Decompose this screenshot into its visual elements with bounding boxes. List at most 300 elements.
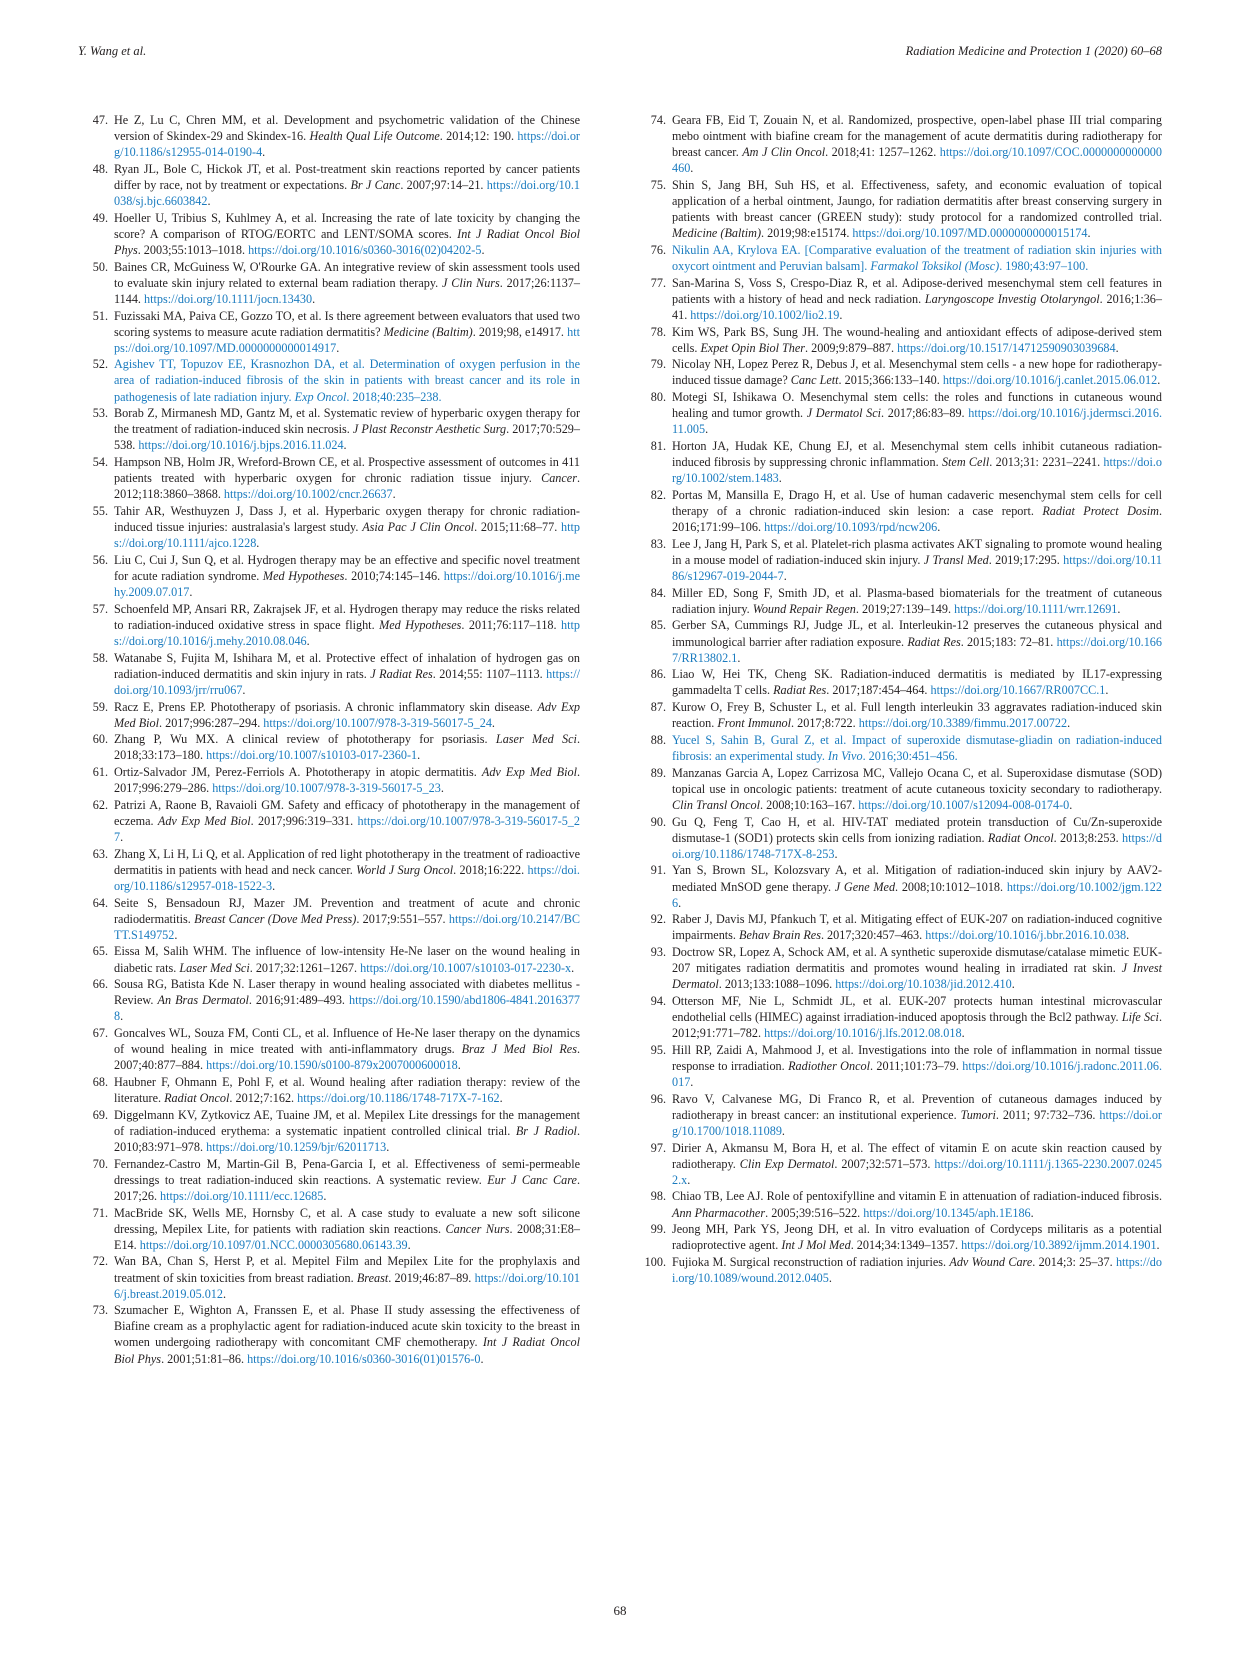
reference-number: 99. — [650, 1222, 666, 1237]
reference-number: 89. — [650, 765, 666, 780]
reference-item — [640, 862, 1162, 910]
reference-end: . — [1157, 373, 1161, 388]
reference-end: . — [737, 650, 741, 665]
reference-journal: Adv Exp Med Biol — [157, 813, 251, 828]
reference-text: Zhang P, Wu MX. A clinical review of phototherapy for psoriasis. — [114, 732, 496, 747]
reference-journal: Front Immunol — [717, 716, 792, 731]
reference-number: 96. — [650, 1091, 666, 1106]
reference-text: Sousa RG, Batista Kde N. Laser therapy in wound healing associated with diabetes mellitus - Review. — [114, 977, 580, 1008]
reference-text: Ryan JL, Bole C, Hickok JT, et al. Post-treatment skin reactions reported by cancer patients differ by race, not by treatment or expectations. — [114, 161, 580, 192]
reference-number: 93. — [650, 945, 666, 960]
doi-link[interactable]: https://doi.org/10.1590/s0100-879x2007000600018 — [206, 1058, 458, 1073]
reference-text[interactable]: Nikulin AA, Krylova EA. [Comparative evaluation of the treatment of radiation skin injuries with oxycort ointment and Peruvian balsam]. — [672, 242, 1162, 274]
doi-link[interactable]: https://doi.org/10.1016/j.jdermsci.2016.11.005 — [672, 406, 1162, 437]
reference-end: . — [783, 568, 787, 583]
reference-number: 65. — [92, 944, 108, 959]
reference-citation: . 2011;76:117–118. — [461, 617, 562, 632]
reference-end: . — [499, 1091, 503, 1106]
reference-end: . — [1105, 683, 1109, 698]
reference-number: 85. — [650, 618, 666, 633]
doi-link[interactable]: https://doi.org/10.1259/bjr/62011713 — [206, 1139, 387, 1154]
reference-citation: . 2016;171:99–106. — [672, 504, 1162, 535]
reference-journal: Adv Exp Med Biol — [481, 765, 577, 780]
doi-link[interactable]: https://doi.org/10.1016/j.canlet.2015.06.012 — [942, 373, 1158, 388]
doi-link[interactable]: https://doi.org/10.1111/j.1365-2230.2007.02452.x — [672, 1156, 1162, 1187]
reference-number: 81. — [650, 439, 666, 454]
reference-number: 67. — [92, 1026, 108, 1041]
reference-number: 80. — [650, 390, 666, 405]
reference-item — [82, 797, 580, 845]
reference-number: 68. — [92, 1075, 108, 1089]
reference-item — [640, 585, 1162, 617]
reference-text: Hampson NB, Holm JR, Wreford-Brown CE, et al. Prospective assessment of outcomes in 411 patients treated with hyperbaric oxygen for chronic radiation tissue injury. — [114, 455, 580, 486]
reference-citation[interactable]: . 1980;43:97–100. — [999, 259, 1089, 274]
reference-end: . — [690, 1075, 694, 1089]
reference-journal: Medicine (Baltim) — [672, 226, 762, 241]
reference-citation: . 2011;101:73–79. — [869, 1058, 963, 1073]
doi-link[interactable]: https://doi.org/10.1002/cncr.26637 — [223, 487, 393, 502]
reference-item — [640, 356, 1162, 388]
reference-citation[interactable]: . 2018;40:235–238. — [346, 389, 442, 404]
reference-number: 87. — [650, 700, 666, 715]
reference-citation: . 2001;51:81–86. — [161, 1351, 248, 1366]
reference-number: 83. — [650, 536, 666, 551]
reference-journal: Am J Clin Oncol — [742, 145, 826, 160]
reference-citation: . 2012;7:162. — [229, 1091, 298, 1106]
doi-link[interactable]: https://doi.org/10.1186/1748-717X-8-253 — [672, 830, 1162, 861]
reference-citation: . 2003;55:1013–1018. — [137, 242, 249, 257]
reference-end: . — [174, 927, 178, 942]
reference-text: Miller ED, Song F, Smith JD, et al. Plasma-based biomaterials for the treatment of cutaneous radiation injury. — [672, 585, 1162, 616]
reference-item — [82, 601, 580, 649]
reference-citation: . 2018;33:173–180. — [114, 732, 580, 763]
reference-text: Motegi SI, Ishikawa O. Mesenchymal stem cells: the roles and functions in cutaneous wound healing and tumor growth. — [672, 390, 1162, 421]
reference-number: 62. — [92, 797, 108, 812]
reference-number: 84. — [650, 585, 666, 600]
reference-number: 64. — [92, 895, 108, 910]
doi-link[interactable]: https://doi.org/10.1111/ajco.1228 — [114, 520, 581, 551]
reference-item — [82, 259, 580, 307]
reference-journal: Breast Cancer (Dove Med Press) — [194, 911, 357, 926]
reference-item — [640, 389, 1162, 437]
reference-journal: Behav Brain Res — [739, 928, 821, 943]
reference-text: Haubner F, Ohmann E, Pohl F, et al. Wound healing after radiation therapy: review of the literature. — [114, 1075, 580, 1106]
reference-item — [82, 112, 580, 160]
doi-link[interactable]: https://doi.org/10.1016/j.radonc.2011.06.017 — [672, 1058, 1162, 1089]
reference-number: 92. — [650, 912, 666, 927]
reference-journal: Radiother Oncol — [788, 1058, 870, 1073]
reference-citation: . 2017;70:529–538. — [114, 422, 580, 453]
doi-link[interactable]: https://doi.org/10.1007/978-3-319-56017-5_24 — [263, 715, 492, 730]
doi-link[interactable]: https://doi.org/10.1111/ecc.12685 — [160, 1188, 324, 1203]
reference-citation: . 2017;996:279–286. — [114, 765, 580, 796]
reference-text: Hill RP, Zaidi A, Mahmood J, et al. Investigations into the role of inflammation in normal tissue response to irradiation. — [672, 1042, 1162, 1073]
reference-end: . — [690, 161, 694, 176]
reference-journal: Cancer Nurs — [445, 1221, 510, 1236]
reference-text: Dirier A, Akmansu M, Bora H, et al. The effect of vitamin E on acute skin reaction caused by radiotherapy. — [672, 1140, 1162, 1171]
reference-text: Patrizi A, Raone B, Ravaioli GM. Safety and efficacy of phototherapy in the management of eczema. — [114, 797, 580, 828]
reference-text: Diggelmann KV, Zytkovicz AE, Tuaine JM, et al. Mepilex Lite dressings for the management of radiation-induced erythema: a systematic inpatient controlled clinical trial. — [114, 1107, 580, 1138]
reference-journal: J Clin Nurs — [442, 275, 500, 290]
reference-item — [82, 650, 580, 698]
reference-end: . — [306, 633, 310, 648]
reference-citation: . 2017;996:319–331. — [250, 813, 358, 828]
doi-link[interactable]: https://doi.org/10.1700/1018.11089 — [672, 1107, 1162, 1138]
reference-item — [640, 1140, 1162, 1188]
reference-journal: Eur J Canc Care — [487, 1172, 577, 1187]
reference-number: 100. — [644, 1255, 666, 1269]
doi-link[interactable]: https://doi.org/10.1590/abd1806-4841.20163778 — [114, 993, 581, 1024]
reference-journal[interactable]: Exp Oncol — [294, 389, 347, 404]
reference-text: Doctrow SR, Lopez A, Schock AM, et al. A synthetic superoxide dismutase/catalase mimetic EUK-207 mitigates radiation dermatitis and promotes wound healing in irradiated rat skin. — [672, 945, 1162, 976]
doi-link[interactable]: https://doi.org/10.1007/s10103-017-2360-1 — [206, 748, 418, 763]
reference-citation: . 2011; 97:732–736. — [995, 1107, 1100, 1122]
reference-end: . — [781, 1123, 785, 1138]
doi-link[interactable]: https://doi.org/10.1038/jid.2012.410 — [835, 977, 1012, 992]
reference-item — [82, 503, 580, 551]
reference-citation: . 2014;55: 1107–1113. — [432, 666, 547, 681]
reference-journal: Adv Wound Care — [949, 1255, 1033, 1269]
doi-link[interactable]: https://doi.org/10.1016/j.bjps.2016.11.024 — [138, 438, 344, 453]
reference-end: . — [392, 487, 396, 502]
doi-link[interactable]: https://doi.org/10.1186/s12955-014-0190-4 — [114, 129, 580, 160]
doi-link[interactable]: https://doi.org/10.1186/s12967-019-2044-7 — [672, 552, 1162, 583]
reference-item — [82, 1025, 580, 1073]
reference-number: 98. — [650, 1189, 666, 1204]
reference-text: Yan S, Brown SL, Kolozsvary A, et al. Mitigation of radiation-induced skin injury by AAV2-mediated MnSOD gene therapy. — [672, 863, 1162, 894]
reference-journal: Laser Med Sci — [179, 960, 250, 975]
reference-text: Kim WS, Park BS, Sung JH. The wound-healing and antioxidant effects of adipose-derived stem cells. — [672, 324, 1162, 355]
reference-text: He Z, Lu C, Chren MM, et al. Development and psychometric validation of the Chinese version of Skindex-29 and Skindex-16. — [114, 113, 580, 144]
reference-number: 90. — [650, 814, 666, 829]
reference-journal: World J Surg Oncol — [356, 862, 454, 877]
reference-number: 70. — [92, 1156, 108, 1171]
doi-link[interactable]: https://doi.org/10.1002/stem.1483 — [672, 455, 1162, 486]
reference-item — [640, 765, 1162, 813]
doi-link[interactable]: https://doi.org/10.3892/ijmm.2014.1901 — [961, 1238, 1157, 1253]
doi-link[interactable]: https://doi.org/10.1007/978-3-319-56017-5_23 — [212, 781, 441, 796]
reference-citation: . 2019;17:295. — [988, 552, 1064, 567]
references-column-left — [82, 112, 580, 1367]
reference-end: . — [1156, 1238, 1160, 1253]
reference-number: 76. — [650, 242, 666, 257]
reference-end: . — [687, 1172, 691, 1187]
reference-citation: . 2007;97:14–21. — [400, 177, 487, 192]
reference-journal: Radiat Res — [773, 683, 827, 698]
reference-text: Horton JA, Hudak KE, Chung EJ, et al. Mesenchymal stem cells inhibit cutaneous radiation-induced fibrosis by suppressing chronic inflammation. — [672, 439, 1162, 470]
reference-text: Baines CR, McGuiness W, O'Rourke GA. An integrative review of skin assessment tools used to evaluate skin injury related to external beam radiation therapy. — [114, 259, 580, 290]
reference-number: 52. — [92, 357, 108, 372]
reference-end: . — [417, 748, 421, 763]
reference-citation: . 2009;9:879–887. — [805, 340, 898, 355]
reference-number: 57. — [92, 601, 108, 616]
reference-citation: . 2017;320:457–463. — [820, 928, 926, 943]
reference-end: . — [312, 291, 316, 306]
reference-text: Borab Z, Mirmanesh MD, Gantz M, et al. Systematic review of hyperbaric oxygen therapy for the treatment of radiation-induced skin necrosis. — [114, 406, 580, 437]
reference-number: 48. — [92, 161, 108, 176]
reference-journal: J Dermatol Sci — [806, 406, 882, 421]
reference-end: . — [120, 830, 124, 845]
reference-journal: An Bras Dermatol — [157, 993, 249, 1008]
reference-item — [82, 1205, 580, 1253]
reference-journal: Cancer — [541, 471, 577, 486]
reference-item — [82, 356, 580, 404]
reference-end: . — [189, 585, 193, 600]
reference-citation: . 2019;98, e14917. — [472, 324, 568, 339]
reference-journal: J Radiat Res — [370, 666, 433, 681]
reference-item — [640, 699, 1162, 731]
doi-link[interactable]: https://doi.org/10.1007/978-3-319-56017-5_27 — [114, 813, 580, 845]
doi-link[interactable]: https://doi.org/10.1007/s10103-017-2230-x — [360, 960, 572, 975]
reference-citation[interactable]: . 2016;30:451–456. — [862, 748, 958, 763]
running-header-journal: Radiation Medicine and Protection 1 (2020) 60–68 — [905, 44, 1162, 58]
reference-citation: . 2019;98:e15174. — [761, 226, 853, 241]
reference-item — [640, 617, 1162, 665]
reference-number: 88. — [650, 732, 666, 747]
reference-end: . — [491, 715, 495, 730]
doi-link[interactable]: https://doi.org/10.1111/wrr.12691 — [954, 601, 1118, 616]
reference-citation: . 2016;91:489–493. — [248, 993, 350, 1008]
doi-link[interactable]: https://doi.org/10.1517/14712590903039684 — [897, 340, 1116, 355]
reference-item — [82, 1107, 580, 1155]
reference-text: Racz E, Prens EP. Phototherapy of psoriasis. A chronic inflammatory skin disease. — [114, 699, 538, 714]
doi-link[interactable]: https://doi.org/10.1016/j.mehy.2009.07.017 — [114, 568, 580, 600]
reference-citation: . 2016;1:36–41. — [672, 291, 1162, 322]
reference-item — [82, 1253, 580, 1301]
reference-citation: . 2013;8:253. — [1053, 830, 1123, 845]
reference-end: . — [386, 1139, 390, 1154]
reference-end: . — [705, 422, 709, 437]
reference-journal: Clin Transl Oncol — [672, 797, 761, 812]
references-column-right — [640, 112, 1162, 1287]
reference-citation: . 2015;11:68–77. — [474, 520, 562, 535]
reference-number: 72. — [92, 1254, 108, 1269]
reference-item — [640, 275, 1162, 323]
reference-journal: Canc Lett — [790, 373, 839, 388]
doi-link[interactable]: https://doi.org/10.1097/01.NCC.0000305680.06143.39 — [139, 1237, 408, 1252]
doi-link[interactable]: https://doi.org/10.1667/RR007CC.1 — [930, 683, 1106, 698]
reference-journal: Laryngoscope Investig Otolaryngol — [924, 291, 1100, 306]
reference-journal[interactable]: Farmakol Toksikol (Mosc) — [870, 259, 1000, 274]
reference-citation: . 2015;183: 72–81. — [960, 634, 1057, 649]
reference-citation: . 2019;46:87–89. — [388, 1270, 475, 1285]
reference-number: 78. — [650, 324, 666, 339]
reference-number: 75. — [650, 177, 666, 192]
reference-end: . — [407, 1237, 411, 1252]
reference-text: Fernandez-Castro M, Martin-Gil B, Pena-Garcia I, et al. Effectiveness of semi-permeable dressings to treat radiation-induced skin reactions. A systematic review. — [114, 1156, 580, 1187]
page-number: 68 — [613, 1603, 627, 1618]
reference-journal: Laser Med Sci — [495, 732, 577, 747]
reference-text: Gu Q, Feng T, Cao H, et al. HIV-TAT mediated protein transduction of Cu/Zn-superoxide dismutase-1 (SOD1) protects skin cells from ionizing radiation. — [672, 814, 1162, 845]
reference-citation: . 2012;91:771–782. — [672, 1010, 1162, 1041]
reference-text: Wan BA, Chan S, Herst P, et al. Mepitel Film and Mepilex Lite for the prophylaxis and treatment of skin toxicities from breast radiation. — [114, 1254, 580, 1285]
reference-text: Liao W, Hei TK, Cheng SK. Radiation-induced dermatitis is mediated by IL17-expressing gammadelta T cells. — [672, 667, 1162, 698]
reference-end: . — [480, 1351, 484, 1366]
reference-citation: . 2014;34:1349–1357. — [850, 1238, 962, 1253]
reference-number: 79. — [650, 357, 666, 372]
reference-item — [82, 1156, 580, 1204]
reference-journal[interactable]: In Vivo — [827, 748, 863, 763]
doi-link[interactable]: https://doi.org/10.1345/aph.1E186 — [863, 1205, 1031, 1220]
doi-link[interactable]: https://doi.org/10.1002/jgm.1226 — [672, 879, 1162, 910]
reference-item — [640, 1221, 1162, 1253]
reference-citation: . 2010;74:145–146. — [344, 568, 444, 583]
reference-journal: Br J Canc — [350, 177, 401, 192]
reference-end: . — [1069, 797, 1073, 812]
doi-link[interactable]: https://doi.org/10.1093/rpd/ncw206 — [764, 520, 938, 535]
reference-item — [82, 454, 580, 502]
reference-number: 77. — [650, 275, 666, 290]
reference-item — [82, 731, 580, 763]
reference-text: Seite S, Bensadoun RJ, Mazer JM. Prevention and treatment of acute and chronic radiodermatitis. — [114, 895, 580, 926]
reference-text: Zhang X, Li H, Li Q, et al. Application of red light phototherapy in the treatment of radioactive dermatitis in patients with head and neck cancer. — [114, 846, 580, 877]
reference-number: 59. — [92, 699, 108, 714]
reference-end: . — [571, 960, 575, 975]
reference-number: 63. — [92, 846, 108, 861]
reference-item — [640, 1091, 1162, 1139]
reference-number: 95. — [650, 1042, 666, 1057]
reference-item — [640, 1042, 1162, 1090]
doi-link[interactable]: https://doi.org/10.1016/s0360-3016(02)04202-5 — [248, 242, 482, 257]
running-header-authors: Y. Wang et al. — [78, 44, 147, 58]
doi-link[interactable]: https://doi.org/10.1089/wound.2012.0405 — [672, 1255, 1162, 1286]
reference-journal: Ann Pharmacother — [672, 1205, 766, 1220]
reference-number: 69. — [92, 1107, 108, 1122]
doi-link[interactable]: https://doi.org/10.1038/sj.bjc.6603842 — [114, 177, 580, 209]
reference-item — [640, 732, 1162, 764]
reference-citation: . 2017;9:551–557. — [356, 911, 449, 926]
reference-end: . — [256, 536, 260, 551]
reference-journal: Radiat Protect Dosim — [1042, 504, 1159, 518]
doi-link[interactable]: https://doi.org/10.3389/fimmu.2017.00722 — [858, 716, 1068, 731]
doi-link[interactable]: https://doi.org/10.1016/j.mehy.2010.08.046 — [114, 617, 580, 648]
reference-text: Schoenfeld MP, Ansari RR, Zakrajsek JF, et al. Hydrogen therapy may reduce the risks related to radiation-induced oxidative stress in space flight. — [114, 601, 580, 632]
doi-link[interactable]: https://doi.org/10.1111/jocn.13430 — [144, 291, 313, 306]
reference-text: Hoeller U, Tribius S, Kuhlmey A, et al. Increasing the rate of late toxicity by changing the score? A comparison of RTOG/EORTC and LENT/SOMA scores. — [114, 210, 580, 241]
reference-text: Goncalves WL, Souza FM, Conti CL, et al. Influence of He-Ne laser therapy on the dynamics of wound healing in mice treated with anti-inflammatory drugs. — [114, 1026, 580, 1057]
reference-citation: . 2007;32:571–573. — [834, 1156, 935, 1171]
reference-text: Kurow O, Frey B, Schuster L, et al. Full length interleukin 33 aggravates radiation-induced skin reaction. — [672, 700, 1162, 731]
reference-citation: . 2010;83:971–978. — [114, 1123, 580, 1154]
reference-item — [640, 993, 1162, 1041]
doi-link[interactable]: https://doi.org/10.1016/j.lfs.2012.08.018 — [764, 1026, 962, 1041]
reference-item — [640, 112, 1162, 176]
reference-number: 66. — [92, 977, 108, 992]
reference-citation: . 2014;12: 190. — [439, 129, 518, 144]
doi-link[interactable]: https://doi.org/10.1186/1748-717X-7-162 — [297, 1091, 500, 1106]
reference-citation: . 2017;996:287–294. — [159, 715, 264, 730]
reference-journal: Braz J Med Biol Res — [461, 1042, 577, 1057]
reference-citation: . 2017;86:83–89. — [881, 406, 969, 421]
reference-number: 61. — [92, 765, 108, 780]
reference-journal: Adv Exp Med Biol — [114, 699, 580, 730]
reference-end: . — [323, 1188, 327, 1203]
reference-citation: . 2014;3: 25–37. — [1032, 1255, 1116, 1269]
doi-link[interactable]: https://doi.org/10.1097/MD.0000000000014917 — [114, 324, 580, 355]
reference-end: . — [1030, 1205, 1034, 1220]
doi-link[interactable]: https://doi.org/10.1097/MD.0000000000015174 — [852, 226, 1088, 241]
reference-citation: . 2007;40:877–884. — [114, 1042, 580, 1073]
reference-journal: Asia Pac J Clin Oncol — [362, 520, 475, 535]
reference-end: . — [207, 194, 211, 209]
reference-text: Chiao TB, Lee AJ. Role of pentoxifylline and vitamin E in attenuation of radiation-induced fibrosis. — [672, 1189, 1162, 1204]
reference-item — [82, 1302, 580, 1366]
reference-text: Tahir AR, Westhuyzen J, Dass J, et al. Hyperbaric oxygen therapy for chronic radiation-induced tissue injuries: australasia's largest study. — [114, 504, 580, 535]
doi-link[interactable]: https://doi.org/10.1186/s12957-018-1522-3 — [114, 862, 580, 893]
reference-journal: Life Sci — [1121, 1010, 1159, 1025]
reference-end: . — [272, 878, 276, 893]
doi-link[interactable]: https://doi.org/10.1667/RR13802.1 — [672, 634, 1162, 665]
doi-link[interactable]: https://doi.org/10.1093/jrr/rru067 — [114, 666, 580, 697]
reference-text: Ravo V, Calvanese MG, Di Franco R, et al. Prevention of cutaneous damages induced by radiotherapy in breast cancer: an institutional experience. — [672, 1091, 1162, 1122]
reference-citation: . 2005;39:516–522. — [765, 1205, 864, 1220]
reference-citation: . 2019;27:139–149. — [855, 601, 955, 616]
reference-item — [640, 911, 1162, 943]
reference-item — [82, 764, 580, 796]
reference-journal: Stem Cell — [941, 455, 990, 470]
reference-end: . — [457, 1058, 461, 1073]
reference-journal: Radiat Oncol — [987, 830, 1054, 845]
reference-citation: . 2013;31: 2231–2241. — [989, 455, 1104, 470]
reference-end: . — [961, 1026, 965, 1041]
reference-text: Geara FB, Eid T, Zouain N, et al. Randomized, prospective, open-label phase III trial comparing mebo ointment with biafine cream for the management of acute dermatitis during radiotherapy for breast cancer. — [672, 113, 1162, 160]
reference-journal: J Invest Dermatol — [672, 961, 1162, 992]
reference-journal: Med Hypotheses — [262, 568, 345, 583]
reference-end: . — [1087, 226, 1091, 241]
reference-text[interactable]: Yucel S, Sahin B, Gural Z, et al. Impact of superoxide dismutase-gliadin on radiation-induced fibrosis: an experimental study. — [672, 732, 1162, 763]
reference-item — [82, 405, 580, 453]
reference-citation: . 2013;133:1088–1096. — [718, 977, 836, 992]
reference-number: 60. — [92, 732, 108, 747]
reference-item — [640, 324, 1162, 356]
reference-text: Otterson MF, Nie L, Schmidt JL, et al. EUK-207 protects human intestinal microvascular endothelial cells (HIMEC) against irradiation-induced apoptosis through the Bcl2 pathway. — [672, 993, 1162, 1025]
reference-journal: Wound Repair Regen — [752, 601, 856, 616]
reference-text[interactable]: Agishev TT, Topuzov EE, Krasnozhon DA, et al. Determination of oxygen perfusion in the area of radiation-induced fibrosis of the skin in patients with breast cancer and its role in pathogenesis of late radiation injury. — [114, 357, 580, 404]
reference-number: 94. — [650, 993, 666, 1008]
doi-link[interactable]: https://doi.org/10.1016/s0360-3016(01)01576-0 — [247, 1351, 481, 1366]
reference-text: Liu C, Cui J, Sun Q, et al. Hydrogen therapy may be an effective and specific novel treatment for acute radiation syndrome. — [114, 552, 580, 583]
doi-link[interactable]: https://doi.org/10.1007/s12094-008-0174-0 — [858, 797, 1070, 812]
reference-text: Shin S, Jang BH, Suh HS, et al. Effectiveness, safety, and economic evaluation of topical application of a herbal ointment, Jaungo, for radiation dermatitis after breast conserving surgery in patients with breast cancer (GREEN study): study protocol for a randomized controlled trial. — [672, 177, 1162, 225]
reference-item — [82, 552, 580, 600]
reference-journal: Health Qual Life Outcome — [309, 129, 440, 144]
reference-text: Eissa M, Salih WHM. The influence of low-intensity He-Ne laser on the wound healing in diabetic rats. — [114, 944, 580, 975]
reference-citation: . 2018;16:222. — [453, 862, 528, 877]
doi-link[interactable]: https://doi.org/10.1016/j.bbr.2016.10.038 — [925, 928, 1127, 943]
reference-journal: Medicine (Baltim) — [383, 324, 473, 339]
reference-journal: Int J Mol Med — [781, 1238, 851, 1253]
reference-text: Gerber SA, Cummings RJ, Judge JL, et al. Interleukin-12 preserves the cutaneous physical and immunological barrier after radiation exposure. — [672, 618, 1162, 649]
reference-end: . — [343, 438, 347, 453]
reference-number: 58. — [92, 650, 108, 665]
reference-text: Portas M, Mansilla E, Drago H, et al. Use of human cadaveric mesenchymal stem cells for cell therapy of a chronic radiation-induced skin lesion: a case report. — [672, 487, 1162, 518]
reference-journal: J Transl Med — [923, 552, 989, 567]
reference-number: 50. — [92, 259, 108, 274]
reference-text: Fuzissaki MA, Paiva CE, Gozzo TO, et al. Is there agreement between evaluators that used two scoring systems to measure acute radiation dermatitis? — [114, 308, 580, 339]
reference-citation: . 2018;41: 1257–1262. — [825, 145, 940, 160]
doi-link[interactable]: https://doi.org/10.1097/COC.0000000000000460 — [672, 145, 1162, 176]
reference-number: 51. — [92, 308, 108, 323]
reference-item — [640, 666, 1162, 698]
doi-link[interactable]: https://doi.org/10.2147/BCTT.S149752 — [114, 911, 580, 942]
reference-end: . — [262, 145, 266, 160]
reference-number: 53. — [92, 406, 108, 421]
reference-item — [640, 177, 1162, 241]
doi-link[interactable]: https://doi.org/10.1016/j.breast.2019.05.012 — [114, 1270, 580, 1301]
doi-link[interactable]: https://doi.org/10.1002/lio2.19 — [690, 307, 840, 322]
reference-journal: J Gene Med — [834, 879, 896, 894]
reference-number: 47. — [92, 113, 108, 127]
